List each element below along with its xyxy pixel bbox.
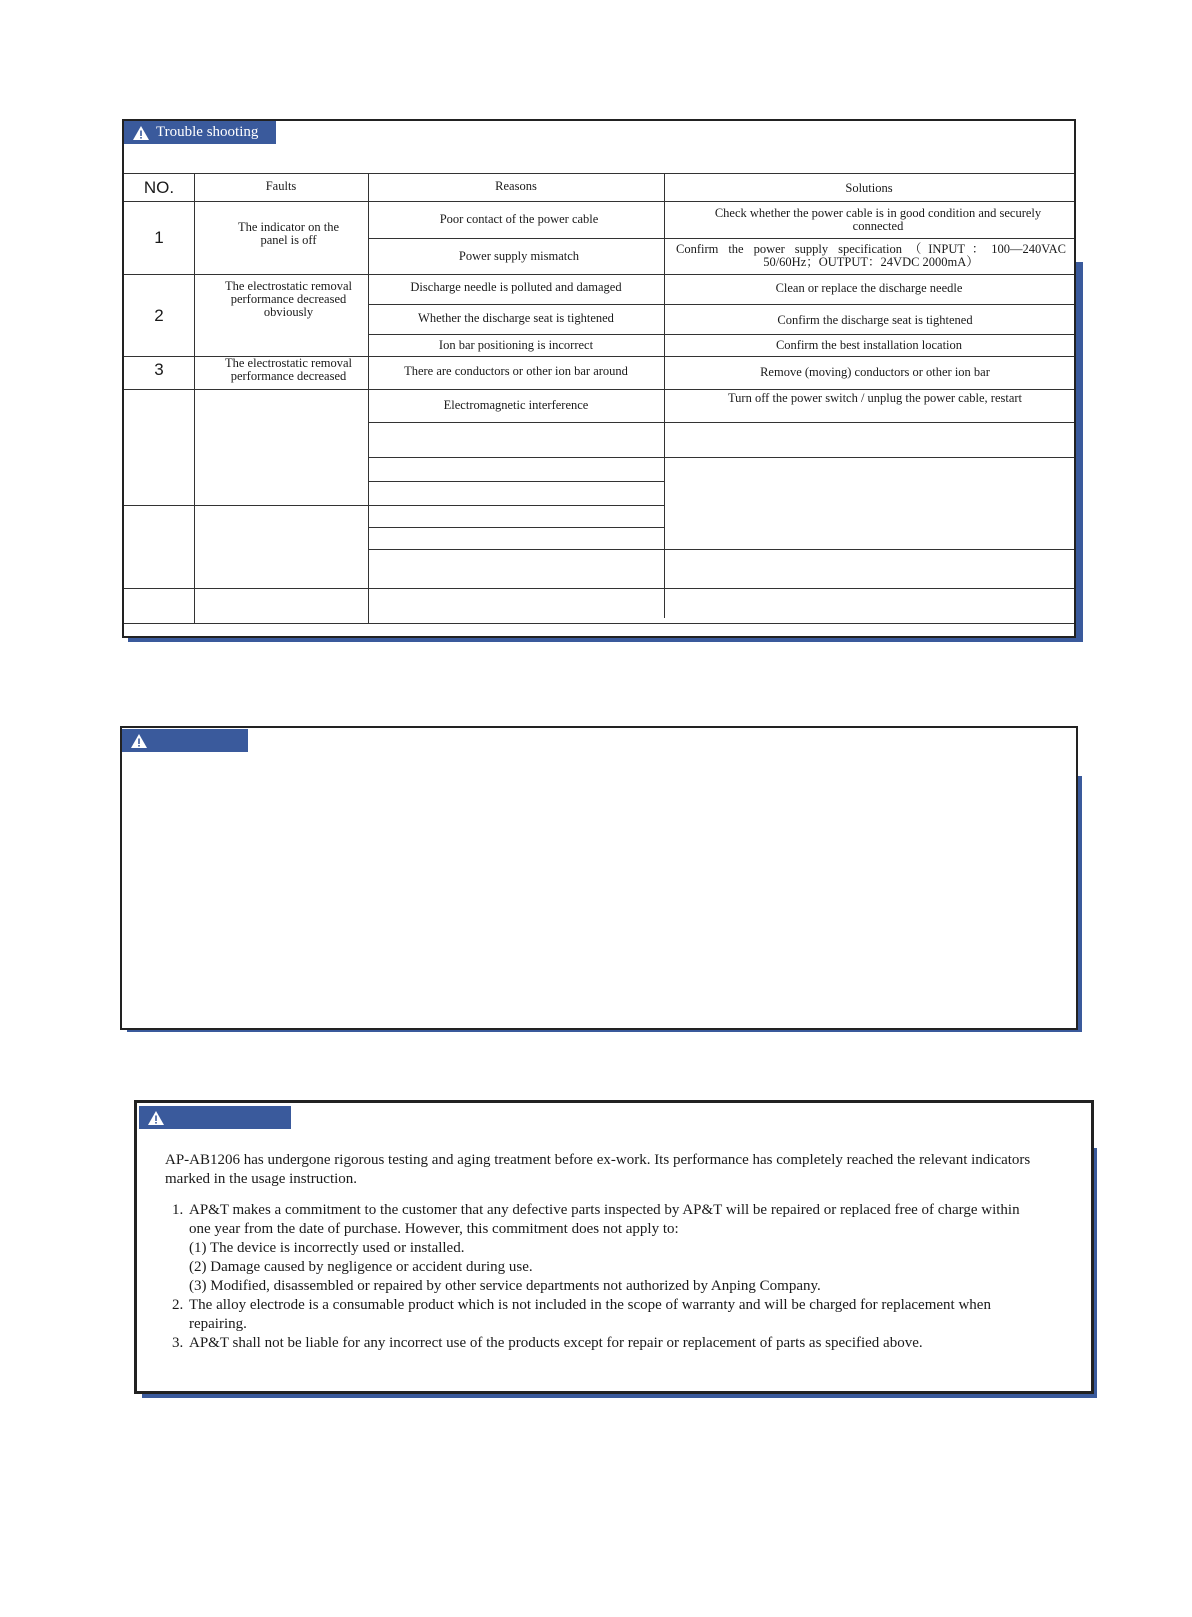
row-1-reason-1: Poor contact of the power cable	[439, 212, 599, 226]
extra-reason: Electromagnetic interference	[443, 398, 589, 412]
extra-solution: Turn off the power switch / unplug the power cable, restart	[727, 390, 1023, 405]
row-2-solution-3: Confirm the best installation location	[775, 337, 963, 352]
warranty-list	[165, 1201, 1035, 1353]
warranty-intro: AP-AB1206 has undergone rigorous testing and aging treatment before ex-work. Its performance has completely reached the relevant indicators marked in the usage instruction.	[165, 1152, 1031, 1187]
notice-tag	[122, 729, 248, 752]
row-2-solution-2: Confirm the discharge seat is tightened	[777, 312, 973, 327]
row-2-solution-1: Clean or replace the discharge needle	[775, 280, 963, 295]
row-3-reason-1: There are conductors or other ion bar around	[404, 363, 628, 378]
warranty-tag	[139, 1106, 291, 1129]
warranty-text	[165, 1151, 1035, 1353]
warranty-sub-2: (2) Damage caused by negligence or accident during use.	[189, 1259, 533, 1275]
warranty-item-2: 2. The alloy electrode is a consumable product which is not included in the scope of warranty and will be charged for replacement when repairing.	[187, 1296, 1035, 1334]
row-1-fault: The indicator on the panel is off	[237, 220, 339, 247]
header-faults: Faults	[265, 178, 297, 193]
row-2-fault: The electrostatic removal performance decreased obviously	[224, 278, 353, 319]
row-2-reason-2: Whether the discharge seat is tightened	[418, 310, 614, 325]
warranty-sub-3: (3) Modified, disassembled or repaired by other service departments not authorized by Anping Company.	[189, 1278, 821, 1294]
row-1-reason-2: Power supply mismatch	[458, 248, 580, 263]
trouble-shooting-panel	[122, 119, 1076, 638]
trouble-table	[124, 121, 1074, 636]
row-1-no: 1	[154, 228, 164, 247]
warranty-sub-1: (1) The device is incorrectly used or installed.	[189, 1240, 465, 1256]
warning-triangle-icon	[147, 1110, 165, 1126]
header-solutions: Solutions	[845, 180, 893, 195]
row-2-no: 2	[154, 305, 164, 325]
row-3-no: 3	[154, 360, 164, 379]
notice-panel	[120, 726, 1078, 1030]
warranty-panel	[134, 1100, 1094, 1394]
row-3-solution-1: Remove (moving) conductors or other ion bar	[760, 365, 990, 379]
row-2-reason-3: Ion bar positioning is incorrect	[438, 337, 594, 352]
trouble-shooting-title: Trouble shooting	[156, 124, 259, 140]
warranty-item-1-text: AP&T makes a commitment to the customer that any defective parts inspected by AP&T will be repaired or replaced free of charge within one year from the date of purchase. However, this commitment does not apply to:	[189, 1202, 1020, 1237]
warranty-item-3: 3. AP&T shall not be liable for any incorrect use of the products except for repair or replacement of parts as specified above.	[187, 1334, 1035, 1353]
header-reasons: Reasons	[495, 178, 537, 193]
row-1-solution-1: Check whether the power cable is in good condition and securely connected	[714, 205, 1042, 233]
warning-triangle-icon	[130, 733, 148, 749]
row-1-solution-2: Confirm the power supply specification（INPUT：100—240VAC 50/60Hz；OUTPUT：24VDC 2000mA）	[676, 242, 1066, 269]
header-no: NO.	[143, 177, 175, 197]
row-2-reason-1: Discharge needle is polluted and damaged	[410, 279, 622, 294]
row-3-fault: The electrostatic removal performance decreased	[224, 356, 353, 383]
warranty-item-1	[187, 1201, 1035, 1296]
